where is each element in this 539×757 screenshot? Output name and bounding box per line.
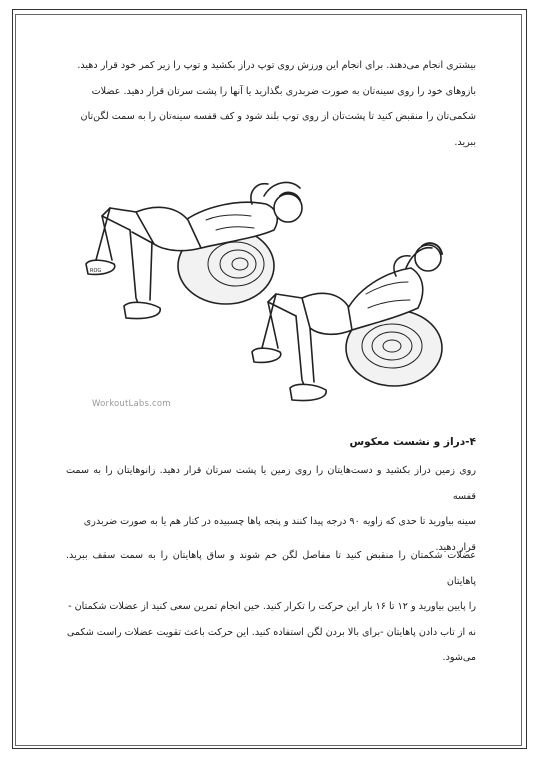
exercise-ball-crunch-illustration [76, 168, 456, 416]
shoe-brand-label: ROG [90, 268, 102, 274]
text-line: قرار دهید. [435, 541, 476, 553]
text-line: روی زمین دراز بکشید و دست‌هایتان را روی زمین یا پشت سرتان قرار دهید. زانوهایتان را به سمت قفسه [66, 465, 476, 502]
text-line: را پایین بیاورید و ۱۲ تا ۱۶ بار این حرکت را تکرار کنید. حین انجام تمرین سعی کنید از عضلات شکمتان - [68, 601, 476, 612]
intro-paragraph [66, 53, 476, 155]
text-line: شکمی‌تان را منقبض کنید تا پشت‌تان از روی توپ بلند شود و کف قفسه سینه‌تان را به سمت لگن‌تان [80, 111, 476, 122]
text-line: عضلات شکمتان را منقبض کنید تا مفاصل لگن خم شوند و ساق پاهایتان را به سمت سقف ببرید. پاهایتان [66, 550, 476, 587]
watermark-text: WorkoutLabs.com [92, 399, 171, 409]
text-line: بیشتری انجام می‌دهند. برای انجام این ورزش روی توپ دراز بکشید و توپ را زیر کمر خود قرار دهید. [77, 60, 476, 71]
text-line: می‌شود. [442, 652, 476, 663]
text-line: ببرید. [454, 136, 476, 148]
text-line: بازوهای خود را روی سینه‌تان به صورت ضربدری بگذارید یا آنها را پشت سرتان قرار دهید. عضلات [91, 85, 476, 97]
figure-start-position [86, 182, 302, 318]
section-2-paragraph-2 [66, 543, 476, 671]
section-heading: ۴-دراز و نشست معکوس [349, 436, 476, 448]
figure-crunch-position [252, 243, 442, 400]
text-line: سینه بیاورید تا حدی که زاویه ۹۰ درجه پیدا کنند و پنجه پاها چسبیده در کنار هم یا به صورت ضربدری [83, 516, 476, 527]
text-line: نه از تاب دادن پاهایتان -برای بالا بردن لگن استفاده کنید. این حرکت باعث تقویت عضلات راست شکمی [66, 626, 476, 638]
section-reverse-crunch [66, 432, 476, 452]
